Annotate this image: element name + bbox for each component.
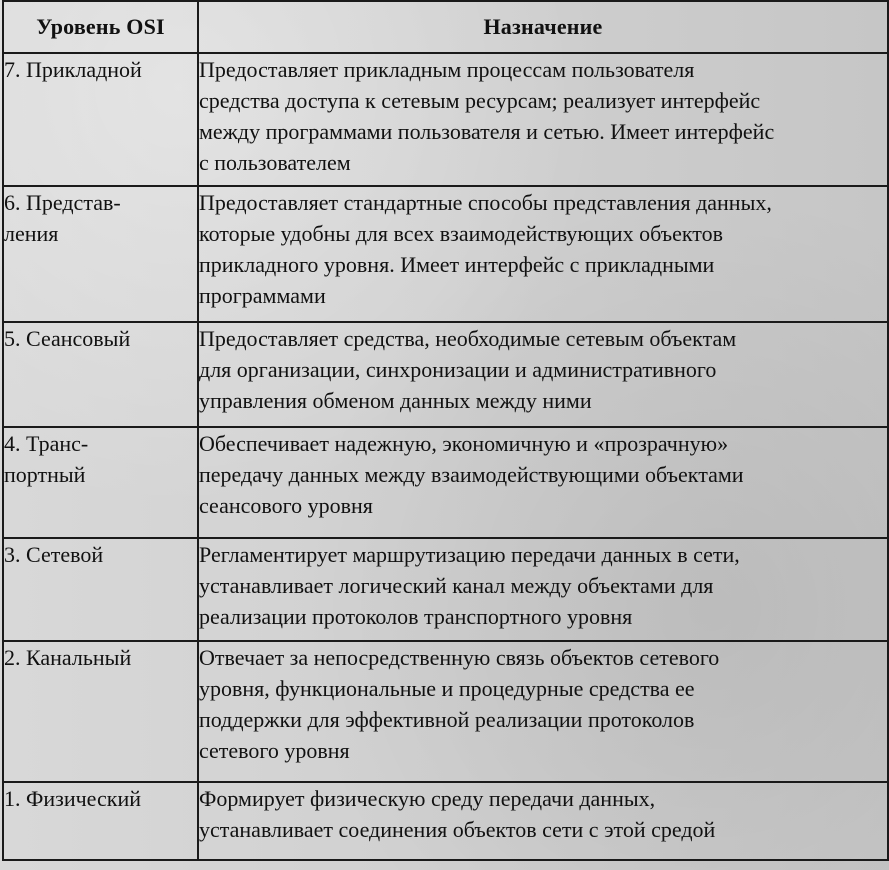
- purpose-text-line: Отвечает за непосредственную связь объектов сетевого: [199, 645, 720, 670]
- level-name: 4. Транс-: [4, 431, 89, 456]
- purpose-text-line: с пользователем: [199, 150, 351, 175]
- level-name: 6. Представ-: [4, 190, 121, 215]
- purpose-text-line: передачу данных между взаимодействующими объектами: [199, 462, 744, 487]
- table-row: [3, 322, 888, 427]
- level-name: 7. Прикладной: [4, 57, 142, 82]
- table-row: [3, 427, 888, 538]
- purpose-cell: [198, 186, 888, 322]
- level-cell: [3, 322, 198, 427]
- osi-levels-table: [2, 0, 889, 861]
- header-level: Уровень OSI: [3, 1, 198, 53]
- purpose-text-line: управления обменом данных между ними: [199, 388, 592, 413]
- level-name: портный: [4, 462, 86, 487]
- purpose-text-line: уровня, функциональные и процедурные средства ее: [199, 676, 695, 701]
- purpose-text-line: поддержки для эффективной реализации протоколов: [199, 707, 695, 732]
- purpose-text-line: которые удобны для всех взаимодействующих объектов: [199, 221, 723, 246]
- table-row: [3, 782, 888, 860]
- purpose-text-line: Обеспечивает надежную, экономичную и «прозрачную»: [199, 431, 729, 456]
- purpose-text-line: между программами пользователя и сетью. Имеет интерфейс: [199, 119, 775, 144]
- level-cell: [3, 53, 198, 186]
- level-name: 1. Физический: [4, 786, 141, 811]
- table-row: [3, 53, 888, 186]
- level-cell: [3, 186, 198, 322]
- purpose-text-line: Предоставляет средства, необходимые сетевым объектам: [199, 326, 737, 351]
- purpose-text-line: сетевого уровня: [199, 738, 350, 763]
- level-name: 2. Канальный: [4, 645, 132, 670]
- table-row: [3, 538, 888, 641]
- level-cell: [3, 427, 198, 538]
- purpose-cell: [198, 427, 888, 538]
- purpose-text-line: средства доступа к сетевым ресурсам; реализует интерфейс: [199, 88, 761, 113]
- purpose-text-line: Предоставляет стандартные способы представления данных,: [199, 190, 772, 215]
- purpose-text-line: сеансового уровня: [199, 493, 373, 518]
- table-header-row: [3, 1, 888, 53]
- purpose-text-line: реализации протоколов транспортного уровня: [199, 604, 633, 629]
- level-name: 3. Сетевой: [4, 542, 104, 567]
- purpose-cell: [198, 782, 888, 860]
- level-cell: [3, 641, 198, 782]
- level-cell: [3, 782, 198, 860]
- purpose-text-line: Предоставляет прикладным процессам пользователя: [199, 57, 695, 82]
- header-purpose: Назначение: [198, 1, 888, 53]
- purpose-text-line: программами: [199, 283, 326, 308]
- purpose-cell: [198, 53, 888, 186]
- purpose-text-line: устанавливает логический канал между объектами для: [199, 573, 714, 598]
- table-row: [3, 641, 888, 782]
- purpose-text-line: устанавливает соединения объектов сети с этой средой: [199, 817, 716, 842]
- purpose-text-line: для организации, синхронизации и административного: [199, 357, 717, 382]
- level-name: 5. Сеансовый: [4, 326, 131, 351]
- purpose-text-line: Регламентирует маршрутизацию передачи данных в сети,: [199, 542, 740, 567]
- level-cell: [3, 538, 198, 641]
- purpose-cell: [198, 538, 888, 641]
- purpose-text-line: Формирует физическую среду передачи данных,: [199, 786, 656, 811]
- level-name: ления: [4, 221, 59, 246]
- purpose-cell: [198, 322, 888, 427]
- table-row: [3, 186, 888, 322]
- purpose-cell: [198, 641, 888, 782]
- purpose-text-line: прикладного уровня. Имеет интерфейс с прикладными: [199, 252, 715, 277]
